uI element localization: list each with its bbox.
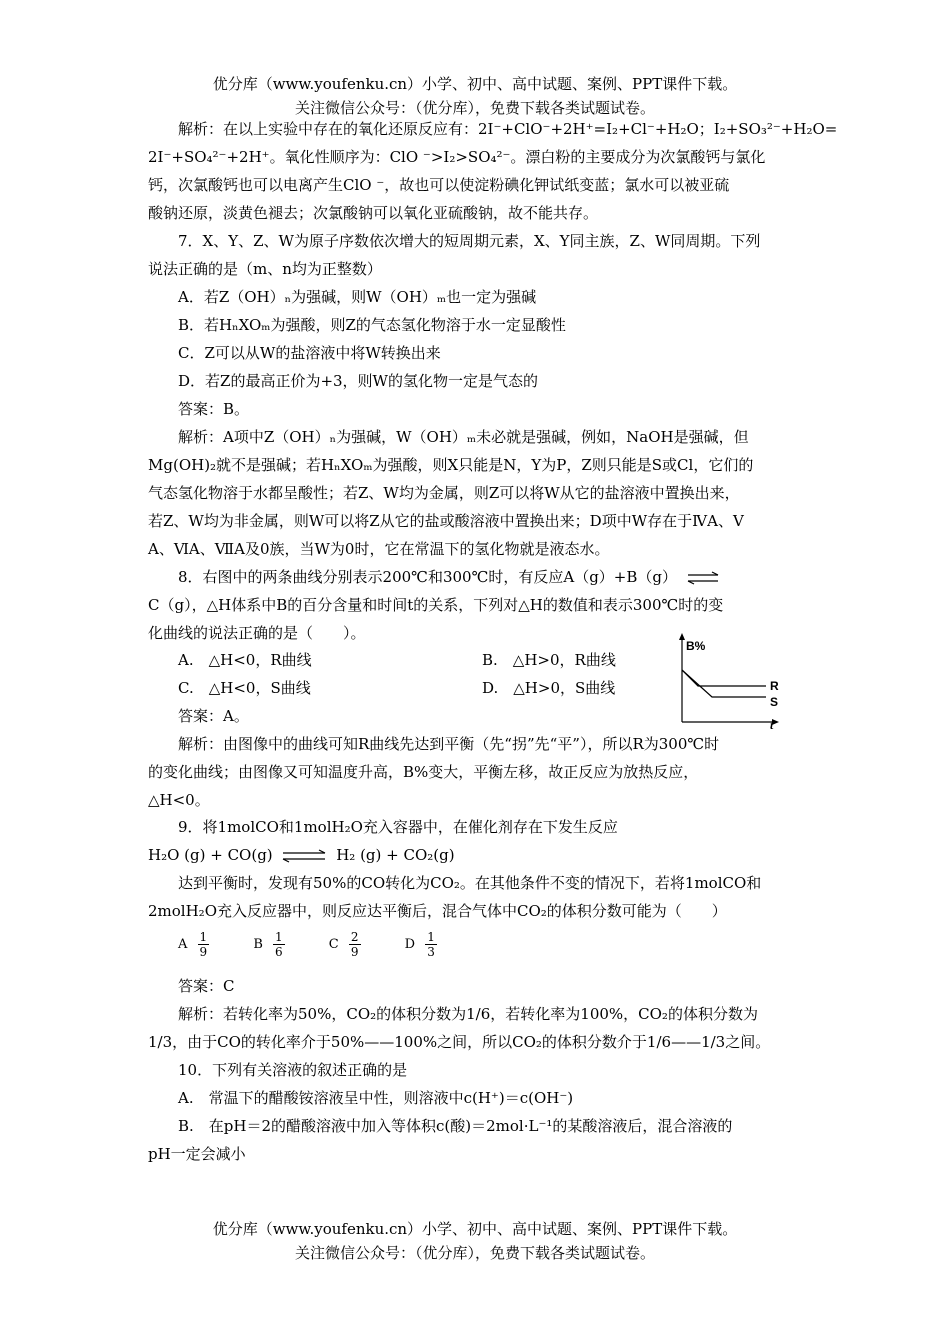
q8-stem-line2: C（g），△H体系中B的百分含量和时间t的关系，下列对△H的数值和表示300℃时的变 (148, 596, 724, 614)
q6-analysis-line2: 2I⁻+SO₄²⁻+2H⁺。氧化性顺序为：ClO ⁻>I₂>SO₄²⁻。漂白粉的主要成分为次氯酸钙与氯化 (148, 148, 766, 166)
q9-analysis-line2: 1/3，由于CO的转化率介于50%——100%之间，所以CO₂的体积分数介于1/6——1/3之间。 (148, 1033, 771, 1051)
q6-analysis-line1: 解析：在以上实验中存在的氧化还原反应有：2I⁻+ClO⁻+2H⁺=I₂+Cl⁻+H₂O；I₂+SO₃²⁻+H₂O= (178, 120, 838, 138)
equation-right: H₂ (g) + CO₂(g) (336, 846, 455, 864)
curve-s (682, 670, 766, 697)
fraction (273, 930, 285, 959)
q10-stem: 10．下列有关溶液的叙述正确的是 (178, 1061, 408, 1079)
denominator: 9 (350, 945, 359, 959)
denominator: 3 (427, 945, 435, 959)
q8-option-d: D. △H>0，S曲线 (482, 679, 616, 697)
q8-option-c: C. △H<0，S曲线 (178, 679, 311, 697)
q8-option-b: B. △H>0，R曲线 (482, 651, 616, 669)
q7-option-b: B．若HₙXOₘ为强酸，则Z的气态氢化物溶于水一定显酸性 (178, 316, 566, 334)
graph-xlabel: t (770, 718, 774, 730)
q6-analysis-line3: 钙，次氯酸钙也可以电离产生ClO ⁻，故也可以使淀粉碘化钾试纸变蓝；氯水可以被亚硫 (148, 176, 730, 194)
option-label: D (404, 937, 416, 952)
graph-ylabel: B% (686, 639, 706, 653)
q8-analysis-line2: 的变化曲线；由图像又可知温度升高，B%变大，平衡左移，故正反应为放热反应， (148, 763, 699, 781)
q9-equation (148, 841, 803, 869)
q7-answer: 答案：B。 (178, 400, 250, 418)
q6-analysis-line4: 酸钠还原，淡黄色褪去；次氯酸钠可以氧化亚硫酸钠，故不能共存。 (148, 204, 599, 222)
q7-analysis-line3: 气态氢化物溶于水都呈酸性；若Z、W均为金属，则Z可以将W从它的盐溶液中置换出来， (148, 484, 740, 502)
y-axis-arrow-icon (679, 633, 685, 640)
q9-stem-line3: 2molH₂O充入反应器中，则反应达平衡后，混合气体中CO₂的体积分数可能为（ ） (148, 902, 727, 920)
q9-stem-line2: 达到平衡时，发现有50%的CO转化为CO₂。在其他条件不变的情况下，若将1molCO和 (178, 874, 762, 892)
q7-option-c: C．Z可以从W的盐溶液中将W转换出来 (178, 344, 441, 362)
option-label: B (253, 937, 263, 952)
option-label: A (178, 937, 188, 952)
curve-r (682, 670, 766, 686)
q7-analysis-line1: 解析：A项中Z（OH）ₙ为强碱，W（OH）ₘ未必就是强碱，例如，NaOH是强碱，但 (178, 428, 749, 446)
q9-option-a (178, 930, 215, 959)
numerator: 1 (199, 930, 208, 944)
option-label: C (328, 937, 339, 952)
q8-analysis-line1: 解析：由图像中的曲线可知R曲线先达到平衡（先“拐”先“平”），所以R为300℃时 (178, 735, 720, 753)
q7-analysis-line2: Mg(OH)₂就不是强碱；若HₙXOₘ为强酸，则X只能是N，Y为P，Z则只能是S或Cl，它们的 (148, 456, 754, 474)
q9-option-b (253, 930, 290, 959)
fraction (349, 930, 361, 959)
q9-stem-line1: 9．将1molCO和1molH₂O充入容器中，在催化剂存在下发生反应 (178, 818, 618, 836)
q10-option-b-line2: pH一定会减小 (148, 1145, 246, 1163)
q8-stem-line1 (178, 563, 833, 591)
equation-left: H₂O (g) + CO(g) (148, 846, 273, 864)
q7-analysis-line5: A、ⅥA、ⅦA及0族，当W为0时，它在常温下的氢化物就是液态水。 (148, 540, 610, 558)
q8-stem-text: 8．右图中的两条曲线分别表示200℃和300℃时，有反应A（g）+B（g） (178, 568, 677, 586)
page-header-line1: 优分库（www.youfenku.cn）小学、初中、高中试题、案例、PPT课件下载。 (212, 75, 738, 93)
q8-analysis-line3: △H<0。 (148, 791, 210, 809)
q7-stem-line1: 7．X、Y、Z、W为原子序数依次增大的短周期元素，X、Y同主族，Z、W同周期。下列 (178, 232, 761, 250)
page-header-line2: 关注微信公众号：（优分库），免费下载各类试题试卷。 (294, 99, 655, 117)
fraction (198, 930, 210, 959)
q7-option-d: D．若Z的最高正价为+3，则W的氢化物一定是气态的 (178, 372, 538, 390)
q7-option-a: A．若Z（OH）ₙ为强碱，则W（OH）ₘ也一定为强碱 (178, 288, 537, 306)
numerator: 1 (275, 930, 283, 944)
q8-answer: 答案：A。 (178, 707, 249, 725)
equilibrium-arrow-icon (281, 849, 327, 863)
curve-s-label: S (770, 695, 779, 709)
page-footer-line1: 优分库（www.youfenku.cn）小学、初中、高中试题、案例、PPT课件下载。 (212, 1220, 738, 1238)
q7-analysis-line4: 若Z、W均为非金属，则W可以将Z从它的盐或酸溶液中置换出来；D项中W存在于ⅣA、V (148, 512, 744, 530)
q8-stem-line3: 化曲线的说法正确的是（ ）。 (148, 624, 366, 642)
equilibrium-arrow-icon (686, 571, 720, 585)
q9-options (178, 930, 477, 959)
q10-option-a: A. 常温下的醋酸铵溶液呈中性，则溶液中c(H⁺)＝c(OH⁻) (178, 1089, 574, 1107)
q8-option-a: A. △H<0，R曲线 (178, 651, 312, 669)
q8-graph (672, 630, 787, 730)
q7-stem-line2: 说法正确的是（m、n均为正整数） (148, 260, 382, 278)
numerator: 1 (427, 930, 435, 944)
q9-answer: 答案：C (178, 977, 235, 995)
page-footer-line2: 关注微信公众号：（优分库），免费下载各类试题试卷。 (294, 1244, 655, 1262)
q9-option-c (329, 930, 367, 959)
numerator: 2 (350, 930, 359, 944)
q10-option-b-line1: B. 在pH＝2的醋酸溶液中加入等体积c(酸)＝2mol·L⁻¹的某酸溶液后，混合溶液的 (178, 1117, 733, 1135)
fraction (425, 930, 437, 959)
denominator: 9 (199, 945, 208, 959)
curve-r-label: R (770, 679, 779, 693)
q9-analysis-line1: 解析：若转化率为50%，CO₂的体积分数为1/6，若转化率为100%，CO₂的体积分数为 (178, 1005, 758, 1023)
denominator: 6 (275, 945, 283, 959)
q9-option-d (405, 930, 443, 959)
